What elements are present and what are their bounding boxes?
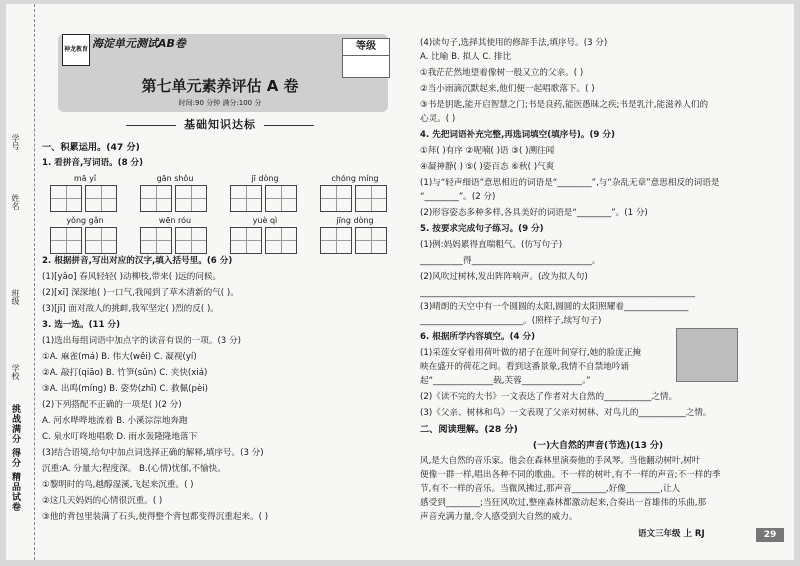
pinyin-text: yuè qì: [252, 216, 278, 225]
right-line: 声音充满力量,令人感受到大自然的威力。: [420, 512, 578, 522]
right-line: (4)读句子,选择其使用的修辞手法,填序号。(3 分): [420, 38, 608, 48]
left-line: 2. 根据拼音,写出对应的汉字,填入括号里。(6 分): [42, 256, 233, 266]
left-line: 沉重:A. 分量大;程度深。 B.(心情)忧郁,不愉快。: [42, 464, 226, 474]
pinyin-text: wēn róu: [158, 216, 192, 225]
publisher-logo: 神龙教育: [62, 34, 90, 66]
page-number: 29: [756, 528, 784, 542]
pinyin-item: [230, 174, 300, 212]
tianzige-cell[interactable]: [175, 185, 207, 212]
writing-cells: [320, 185, 390, 212]
gutter-label-id: 学号: [11, 134, 20, 150]
pinyin-text: jīng dòng: [336, 216, 374, 225]
writing-cells: [230, 227, 300, 254]
left-line: ②这几天妈妈的心情很沉重。( ): [42, 496, 163, 506]
full-score: 满分:100 分: [222, 99, 262, 107]
course-footer: 语文三年级 上 RJ: [638, 529, 705, 539]
pinyin-text: chóng míng: [331, 174, 379, 183]
left-line: (3)[jī] 面对敌人的挑衅,我军坚定( )烈的反( )。: [42, 304, 219, 314]
right-line: 感受到________;当狂风吹过,整座森林都激动起来,合奏出一首雄伟的乐曲,那: [420, 498, 707, 508]
right-line: (2)形容姿态多种多样,各具美好的词语是“________”。(1 分): [420, 208, 648, 218]
tianzige-cell[interactable]: [320, 227, 352, 254]
pinyin-text: gān shǒu: [156, 174, 194, 183]
left-page: [40, 4, 400, 560]
series-title: 海淀单元测试AB卷: [92, 37, 186, 50]
tianzige-cell[interactable]: [50, 227, 82, 254]
left-line: (1)[yǎo] 春风轻轻( )动柳枝,带来( )远的问候。: [42, 272, 222, 282]
grade-input-box[interactable]: [343, 55, 389, 76]
pinyin-text: jī dòng: [251, 174, 279, 183]
gutter-label-school: 学校: [11, 364, 20, 380]
tianzige-cell[interactable]: [175, 227, 207, 254]
right-line: 起“______________载,芙蓉______________。”: [420, 376, 591, 386]
left-line: ②A. 敲打(qiāo) B. 竹笋(sǔn) C. 夹快(xiá): [42, 368, 208, 378]
left-line: (2)下列搭配不正确的一项是( )(2 分): [42, 400, 182, 410]
tianzige-cell[interactable]: [265, 185, 297, 212]
writing-cells: [50, 227, 120, 254]
left-line: 1. 看拼音,写词语。(8 分): [42, 158, 144, 168]
left-line: ①A. 麻雀(má) B. 伟大(wěi) C. 凝视(yí): [42, 352, 197, 362]
writing-cells: [320, 227, 390, 254]
tianzige-cell[interactable]: [265, 227, 297, 254]
writing-cells: [140, 227, 210, 254]
binding-gutter: [6, 4, 35, 560]
right-line: 5. 按要求完成句子练习。(9 分): [420, 224, 544, 234]
grade-label: 等级: [356, 41, 376, 52]
tianzige-cell[interactable]: [355, 185, 387, 212]
pinyin-item: [50, 174, 120, 212]
right-line: ③书是钥匙,能开启智慧之门;书是良药,能医愚昧之疾;书是乳汁,能滋养人们的: [420, 100, 709, 110]
tianzige-cell[interactable]: [140, 227, 172, 254]
right-line: ①我茫茫然地望着像树一般又立的父亲。( ): [420, 68, 584, 78]
left-line: C. 泉水叮咚地唱歌 D. 雨水轰隆隆地落下: [42, 432, 198, 442]
page-title: 第七单元素养评估 A 卷: [141, 77, 299, 95]
right-line: 节,有不一样的音乐。当微风拂过,那声音________,好像________,让人: [420, 484, 681, 494]
right-line: “________”。(2 分): [420, 192, 496, 202]
left-line: ③A. 出鸣(míng) B. 姿势(zhī) C. 救佩(pèi): [42, 384, 208, 394]
right-line: A. 比喻 B. 拟人 C. 排比: [420, 52, 512, 62]
writing-cells: [230, 185, 300, 212]
gutter-label-class: 班级: [11, 289, 20, 305]
time-limit: 时间:90 分钟: [178, 99, 221, 107]
right-line: 心灵。( ): [420, 114, 456, 124]
tianzige-cell[interactable]: [230, 227, 262, 254]
right-line: 风,是大自然的音乐家。他会在森林里演奏他的手风琴。当他翻动树叶,树叶: [420, 456, 701, 466]
exam-sheet: [6, 4, 794, 560]
right-line: 二、阅读理解。(28 分): [420, 424, 518, 435]
left-line: (2)[xī] 深深地( )一口气,我闻到了草木清新的气( )。: [42, 288, 239, 298]
tianzige-cell[interactable]: [355, 227, 387, 254]
writing-cells: [50, 185, 120, 212]
tianzige-cell[interactable]: [140, 185, 172, 212]
left-line: ③他的背包里装满了石头,使得整个背包都变得沉重起来。( ): [42, 512, 269, 522]
right-page: [418, 4, 788, 560]
exam-meta: [40, 99, 400, 108]
right-line: ②当小雨滴沉默起来,他们便一起唱歌落下。( ): [420, 84, 595, 94]
gutter-label-name: 姓名: [11, 194, 20, 210]
right-line: ④凝神静( ) ⑤( )姿百态 ⑥秋( )气爽: [420, 162, 555, 172]
left-line: ①黎明时的鸟,越醇湿溪,飞起来沉重。( ): [42, 480, 194, 490]
right-line: (1)与“轻声细语”意思相近的词语是“________”,与“杂乱无章”意思相反的词语是: [420, 178, 720, 188]
right-line: (3)《父亲、树林和鸟》一文表现了父亲对树林、对鸟儿的___________之情。: [420, 408, 712, 418]
writing-cells: [140, 185, 210, 212]
tianzige-cell[interactable]: [85, 185, 117, 212]
tianzige-cell[interactable]: [85, 227, 117, 254]
tianzige-cell[interactable]: [320, 185, 352, 212]
left-line: (3)结合语境,给句中加点词选择正确的解释,填序号。(3 分): [42, 448, 264, 458]
right-line: (1)采莲女穿着用荷叶做的裙子在莲叶间穿行,她的脸庞正掩: [420, 348, 642, 358]
right-line: (2)《读不完的大书》一文表达了作者对大自然的___________之情。: [420, 392, 678, 402]
left-line: (1)选出每组词语中加点字的读音有误的一项。(3 分): [42, 336, 241, 346]
grade-box: [342, 38, 390, 78]
pinyin-item: [140, 216, 210, 254]
right-line: 4. 先把词语补充完整,再选词填空(填序号)。(9 分): [420, 130, 615, 140]
right-line: (1)例:妈妈累得直喘粗气。(仿写句子): [420, 240, 563, 250]
left-line: 3. 选一选。(11 分): [42, 320, 121, 330]
pinyin-item: [230, 216, 300, 254]
left-line: A. 河水哗哗地流着 B. 小溪淙淙地奔跑: [42, 416, 188, 426]
pinyin-item: [140, 174, 210, 212]
tianzige-cell[interactable]: [230, 185, 262, 212]
right-line: (3)晴朗的天空中有一个圆圆的太阳,圆圆的太阳照耀着_______________: [420, 302, 689, 312]
right-line: ①拜( )有序 ②呢喃( )语 ③( )溯往闻: [420, 146, 555, 156]
tianzige-cell[interactable]: [50, 185, 82, 212]
section-heading: 基础知识达标: [40, 118, 400, 133]
right-line: ________________________。(照样子,续写句子): [420, 316, 602, 326]
right-line: __________得____________________________。: [420, 256, 601, 266]
left-line: 一、积累运用。(47 分): [42, 142, 140, 153]
lotus-illustration: [676, 328, 738, 382]
pinyin-text: mā yǐ: [73, 174, 97, 183]
right-line: ________________________________________________________________: [420, 288, 695, 298]
passage-title: (一)大自然的声音(节选)(13 分): [532, 441, 664, 451]
right-line: (2)风吹过树林,发出阵阵响声。(改为拟人句): [420, 272, 588, 282]
pinyin-item: [320, 174, 390, 212]
right-line: 6. 根据所学内容填空。(4 分): [420, 332, 536, 342]
gutter-brand: 挑战满分 得分 精品试卷: [10, 404, 20, 513]
pinyin-text: yǒng gǎn: [66, 216, 104, 225]
pinyin-item: [320, 216, 390, 254]
pinyin-item: [50, 216, 120, 254]
right-line: 映在盛开的荷花之间。看到这番景象,我情不自禁地吟诵: [420, 362, 629, 372]
right-line: 便像一群一样,唱出各种不同的歌曲。不一样的树叶,有不一样的声音;不一样的季: [420, 470, 721, 480]
